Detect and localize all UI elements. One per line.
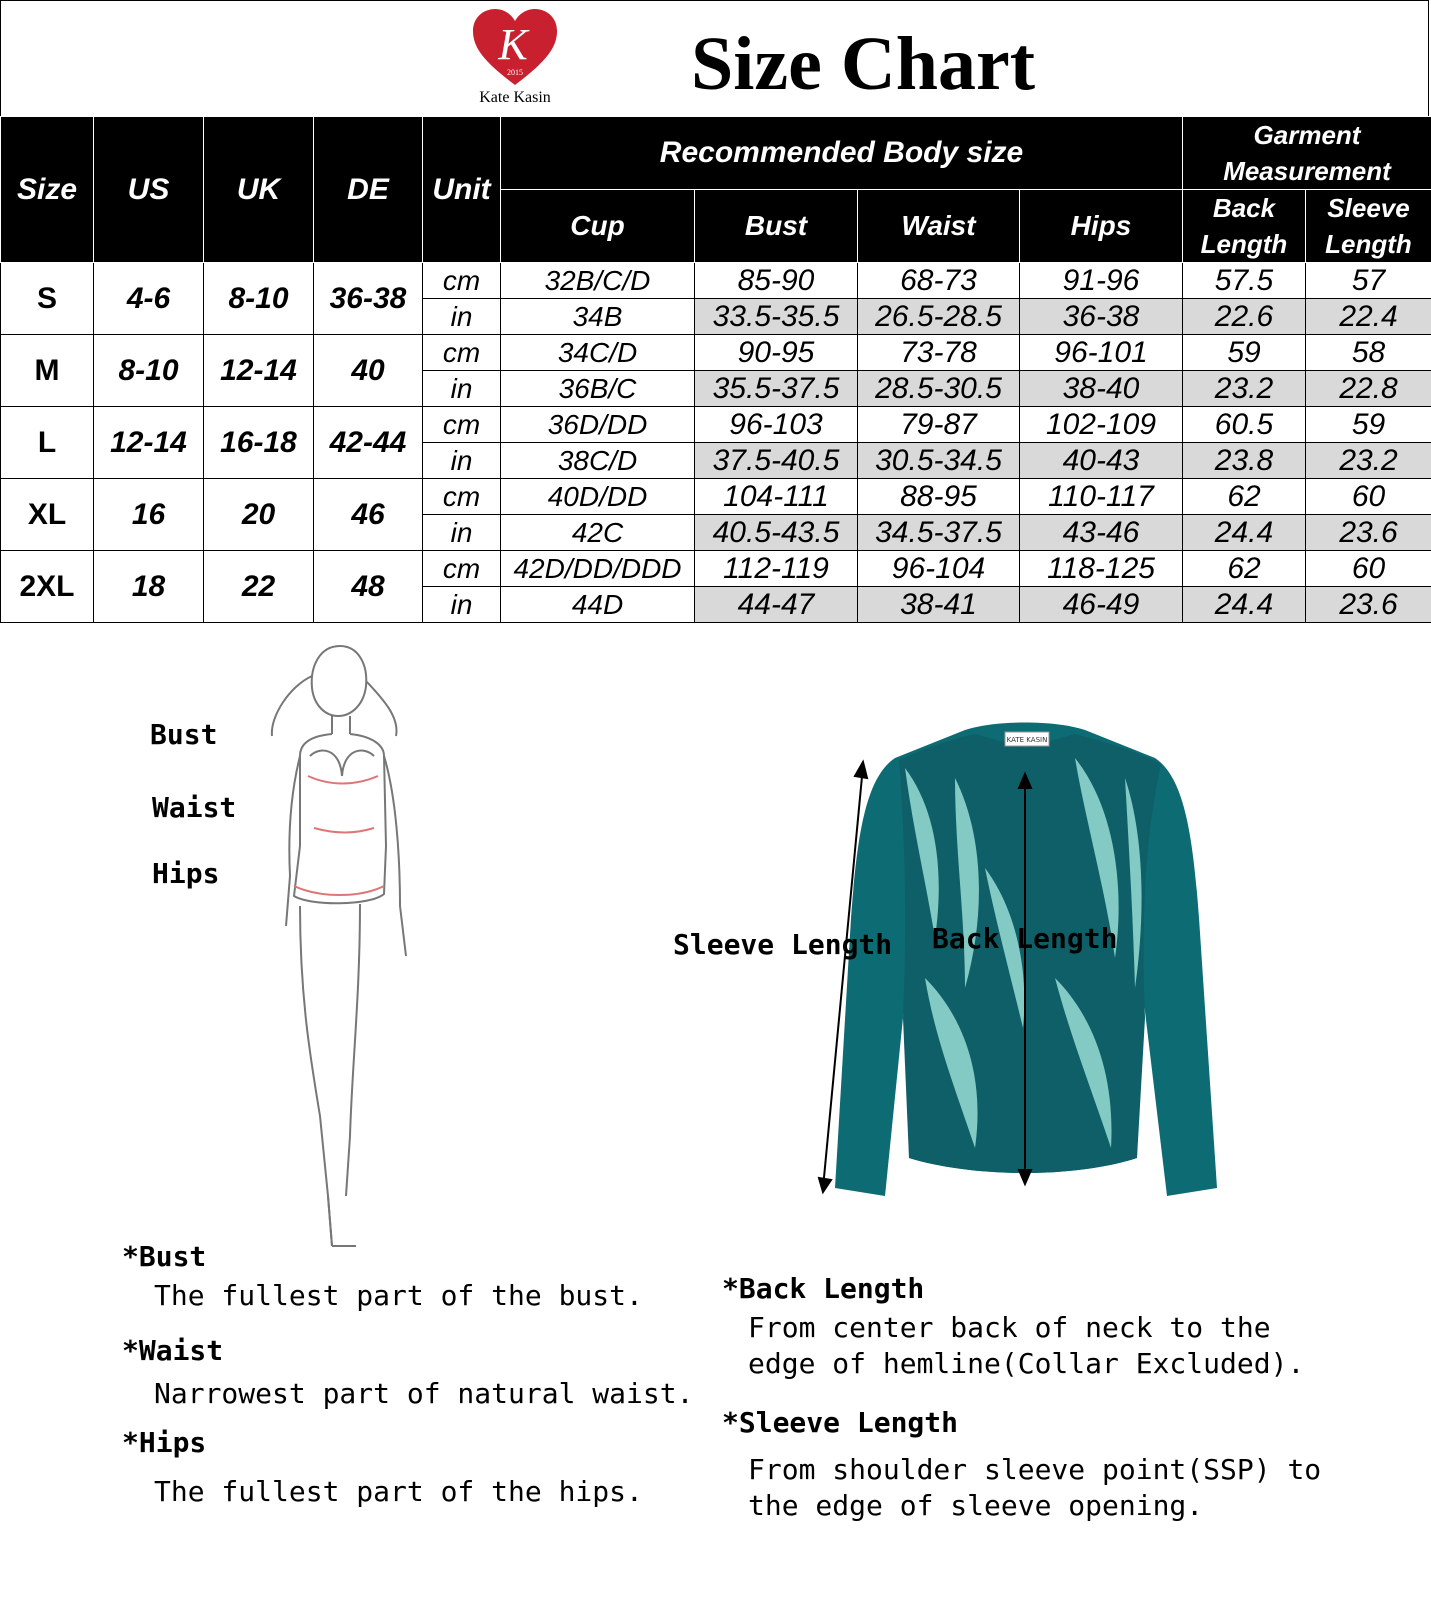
cup-cell: 36B/C (501, 371, 695, 407)
header-body-size: Recommended Body size (501, 117, 1183, 190)
sleeve-length-cell: 23.6 (1306, 515, 1431, 551)
chart-header (0, 0, 1429, 116)
back-length-cell: 24.4 (1183, 515, 1306, 551)
table-row (1, 263, 1431, 299)
table-row (1, 479, 1431, 515)
header-cup: Cup (501, 190, 695, 263)
sleeve-length-cell: 22.4 (1306, 299, 1431, 335)
size-table (0, 116, 1431, 623)
hips-cell: 102-109 (1020, 407, 1183, 443)
hips-cell: 36-38 (1020, 299, 1183, 335)
de-cell: 48 (314, 551, 423, 623)
uk-cell: 8-10 (204, 263, 314, 335)
waist-cell: 79-87 (858, 407, 1020, 443)
note-bust-title: *Bust (122, 1240, 207, 1273)
sleeve-length-cell: 22.8 (1306, 371, 1431, 407)
sleeve-length-cell: 57 (1306, 263, 1431, 299)
back-length-cell: 62 (1183, 479, 1306, 515)
back-length-cell: 23.8 (1183, 443, 1306, 479)
header-waist: Waist (858, 190, 1020, 263)
size-cell: 2XL (1, 551, 94, 623)
waist-cell: 38-41 (858, 587, 1020, 623)
sleeve-length-cell: 59 (1306, 407, 1431, 443)
us-cell: 4-6 (94, 263, 204, 335)
hips-cell: 43-46 (1020, 515, 1183, 551)
unit-cell: in (423, 443, 501, 479)
us-cell: 18 (94, 551, 204, 623)
size-cell: XL (1, 479, 94, 551)
bust-cell: 90-95 (695, 335, 858, 371)
garment-illustration (815, 718, 1235, 1218)
hips-cell: 118-125 (1020, 551, 1183, 587)
header-garment: Garment Measurement (1183, 117, 1431, 190)
cup-cell: 36D/DD (501, 407, 695, 443)
sleeve-length-cell: 23.2 (1306, 443, 1431, 479)
de-cell: 46 (314, 479, 423, 551)
unit-cell: cm (423, 551, 501, 587)
size-cell: L (1, 407, 94, 479)
back-length-cell: 59 (1183, 335, 1306, 371)
table-row (1, 407, 1431, 443)
note-waist-title: *Waist (122, 1334, 224, 1367)
body-figure-illustration (260, 636, 430, 1276)
back-length-cell: 22.6 (1183, 299, 1306, 335)
sleeve-length-cell: 60 (1306, 551, 1431, 587)
hips-cell: 46-49 (1020, 587, 1183, 623)
waist-cell: 96-104 (858, 551, 1020, 587)
figure-label-bust: Bust (150, 718, 218, 751)
uk-cell: 22 (204, 551, 314, 623)
cup-cell: 40D/DD (501, 479, 695, 515)
cup-cell: 32B/C/D (501, 263, 695, 299)
bust-cell: 44-47 (695, 587, 858, 623)
logo-year: 2015 (507, 68, 523, 77)
hips-cell: 40-43 (1020, 443, 1183, 479)
brand-logo (465, 9, 565, 109)
bust-cell: 33.5-35.5 (695, 299, 858, 335)
unit-cell: in (423, 515, 501, 551)
table-row (1, 551, 1431, 587)
back-length-cell: 23.2 (1183, 371, 1306, 407)
us-cell: 12-14 (94, 407, 204, 479)
cup-cell: 34B (501, 299, 695, 335)
header-back-length: Back Length (1183, 190, 1306, 263)
waist-cell: 26.5-28.5 (858, 299, 1020, 335)
cup-cell: 42D/DD/DDD (501, 551, 695, 587)
waist-cell: 28.5-30.5 (858, 371, 1020, 407)
unit-cell: cm (423, 479, 501, 515)
unit-cell: in (423, 587, 501, 623)
heart-logo-icon (473, 9, 557, 87)
waist-cell: 73-78 (858, 335, 1020, 371)
note-hips-text: The fullest part of the hips. (154, 1475, 643, 1508)
note-sleeve-title: *Sleeve Length (722, 1406, 959, 1439)
back-length-cell: 57.5 (1183, 263, 1306, 299)
bust-cell: 112-119 (695, 551, 858, 587)
header-size: Size (1, 117, 94, 263)
note-bust-text: The fullest part of the bust. (154, 1279, 643, 1312)
cup-cell: 42C (501, 515, 695, 551)
back-length-cell: 62 (1183, 551, 1306, 587)
garment-label-back: Back Length (932, 922, 1118, 955)
note-sleeve-line2: the edge of sleeve opening. (748, 1489, 1204, 1522)
uk-cell: 16-18 (204, 407, 314, 479)
waist-cell: 30.5-34.5 (858, 443, 1020, 479)
unit-cell: cm (423, 263, 501, 299)
de-cell: 42-44 (314, 407, 423, 479)
note-back-title: *Back Length (722, 1272, 925, 1305)
cup-cell: 38C/D (501, 443, 695, 479)
uk-cell: 12-14 (204, 335, 314, 407)
logo-letter: K (498, 20, 528, 69)
hips-cell: 110-117 (1020, 479, 1183, 515)
de-cell: 40 (314, 335, 423, 407)
hips-cell: 38-40 (1020, 371, 1183, 407)
unit-cell: in (423, 299, 501, 335)
cup-cell: 44D (501, 587, 695, 623)
header-unit: Unit (423, 117, 501, 263)
header-hips: Hips (1020, 190, 1183, 263)
figure-label-hips: Hips (152, 857, 220, 890)
bust-cell: 37.5-40.5 (695, 443, 858, 479)
cup-cell: 34C/D (501, 335, 695, 371)
bust-cell: 35.5-37.5 (695, 371, 858, 407)
header-sleeve-length: Sleeve Length (1306, 190, 1431, 263)
header-de: DE (314, 117, 423, 263)
header-uk: UK (204, 117, 314, 263)
table-row (1, 335, 1431, 371)
note-back-line1: From center back of neck to the (748, 1311, 1271, 1344)
figure-label-waist: Waist (152, 791, 237, 824)
hips-cell: 96-101 (1020, 335, 1183, 371)
hips-cell: 91-96 (1020, 263, 1183, 299)
unit-cell: cm (423, 407, 501, 443)
waist-cell: 34.5-37.5 (858, 515, 1020, 551)
note-back-line2: edge of hemline(Collar Excluded). (748, 1347, 1305, 1380)
page-title: Size Chart (691, 22, 1036, 106)
bust-cell: 96-103 (695, 407, 858, 443)
header-us: US (94, 117, 204, 263)
us-cell: 16 (94, 479, 204, 551)
unit-cell: in (423, 371, 501, 407)
uk-cell: 20 (204, 479, 314, 551)
bust-cell: 40.5-43.5 (695, 515, 858, 551)
bust-cell: 104-111 (695, 479, 858, 515)
note-sleeve-line1: From shoulder sleeve point(SSP) to (748, 1453, 1322, 1486)
de-cell: 36-38 (314, 263, 423, 335)
sleeve-length-cell: 23.6 (1306, 587, 1431, 623)
waist-cell: 88-95 (858, 479, 1020, 515)
back-length-cell: 24.4 (1183, 587, 1306, 623)
waist-cell: 68-73 (858, 263, 1020, 299)
note-waist-text: Narrowest part of natural waist. (154, 1377, 694, 1410)
unit-cell: cm (423, 335, 501, 371)
sleeve-length-cell: 60 (1306, 479, 1431, 515)
brand-name: Kate Kasin (479, 89, 551, 106)
garment-tag: KATE KASIN (1006, 736, 1048, 744)
size-cell: S (1, 263, 94, 335)
bust-cell: 85-90 (695, 263, 858, 299)
header-bust: Bust (695, 190, 858, 263)
back-length-cell: 60.5 (1183, 407, 1306, 443)
garment-label-sleeve: Sleeve Length (673, 928, 893, 961)
note-hips-title: *Hips (122, 1426, 207, 1459)
us-cell: 8-10 (94, 335, 204, 407)
size-cell: M (1, 335, 94, 407)
sleeve-length-cell: 58 (1306, 335, 1431, 371)
